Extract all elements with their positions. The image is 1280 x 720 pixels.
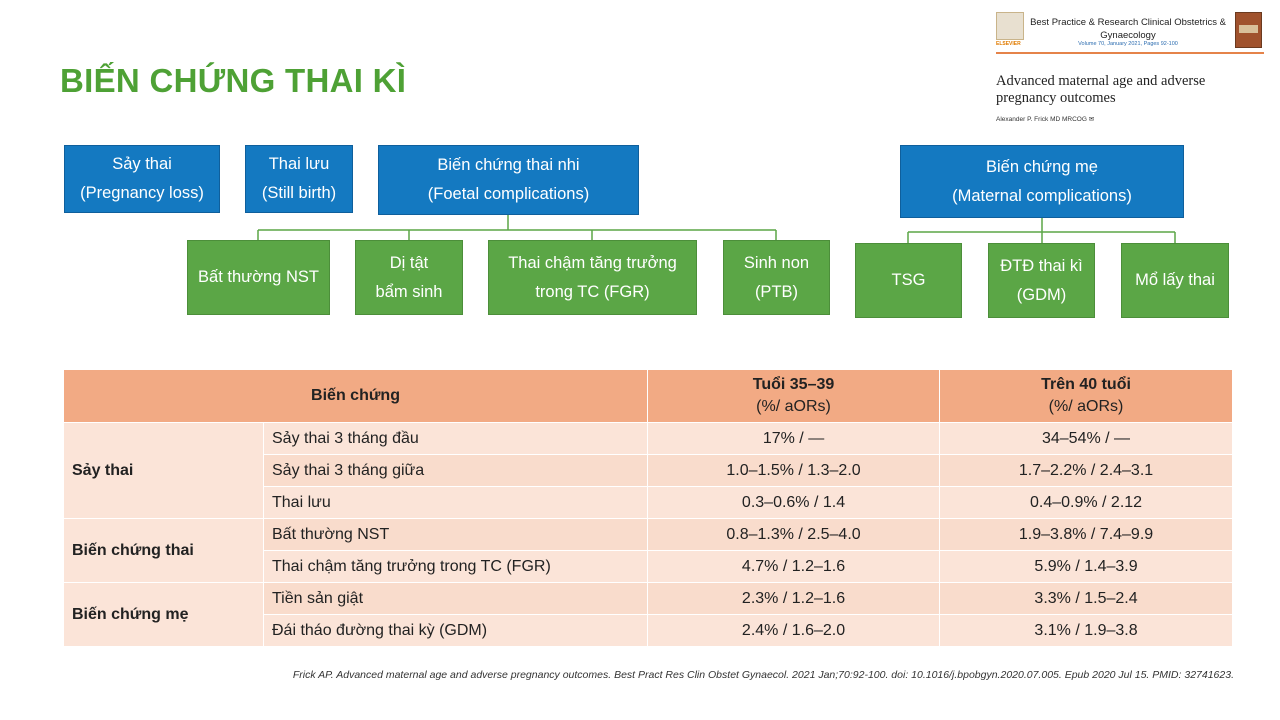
- item-cell: Sảy thai 3 tháng giữa: [264, 455, 648, 487]
- header-text: Trên 40 tuổi: [1041, 376, 1131, 393]
- item-cell: Bất thường NST: [264, 519, 648, 551]
- box-foetal-complications: [378, 145, 639, 215]
- box-tsg: [855, 243, 962, 318]
- box-label: Thai lưu (Still birth): [261, 155, 337, 202]
- value-cell: 0.3–0.6% / 1.4: [648, 487, 940, 519]
- header-text: Tuổi 35–39: [752, 376, 835, 393]
- item-cell: Thai lưu: [264, 487, 648, 519]
- table-row: [64, 423, 1233, 455]
- item-cell: Thai chậm tăng trưởng trong TC (FGR): [264, 551, 648, 583]
- article-title: Advanced maternal age and adverse pregnancy outcomes: [996, 73, 1206, 106]
- box-label: Mổ lấy thai: [1135, 271, 1215, 289]
- journal-volume[interactable]: Volume 70, January 2021, Pages 92-100: [1078, 41, 1178, 47]
- box-label: Sinh non (PTB): [743, 253, 810, 301]
- value-cell: 0.8–1.3% / 2.5–4.0: [648, 519, 940, 551]
- group-cell: Sảy thai: [64, 423, 264, 519]
- box-pregnancy-loss: [64, 145, 220, 213]
- value-cell: 34–54% / —: [940, 423, 1233, 455]
- box-label: Dị tật bẩm sinh: [375, 253, 443, 301]
- box-fgr: [488, 240, 697, 315]
- slide-title: BIẾN CHỨNG THAI KÌ: [60, 62, 407, 99]
- value-cell: 4.7% / 1.2–1.6: [648, 551, 940, 583]
- citation: Frick AP. Advanced maternal age and adverse pregnancy outcomes. Best Pract Res Clin Obstet Gynaecol. 2021 Jan;70:92-100. doi: 10.1016/j.bpobgyn.2020.07.005. Epub 2020 Jul 15. PMID: 32741623.: [292, 669, 1234, 681]
- complications-table: [63, 369, 1233, 647]
- box-label: Biến chứng thai nhi (Foetal complications): [427, 156, 590, 203]
- group-cell: Biến chứng mẹ: [64, 583, 264, 647]
- box-label: ĐTĐ thai kì (GDM): [1000, 256, 1083, 304]
- value-cell: 0.4–0.9% / 2.12: [940, 487, 1233, 519]
- item-cell: Tiền sản giật: [264, 583, 648, 615]
- value-cell: 1.7–2.2% / 2.4–3.1: [940, 455, 1233, 487]
- header-text: Biến chứng: [311, 387, 400, 404]
- journal-name: Best Practice & Research Clinical Obstetrics & Gynaecology: [1030, 17, 1226, 41]
- box-label: Sảy thai (Pregnancy loss): [80, 155, 204, 202]
- header-subtext: (%/ aORs): [756, 398, 831, 415]
- box-label: Bất thường NST: [198, 268, 319, 286]
- table-row: [64, 583, 1233, 615]
- table-header-row: [64, 370, 1233, 423]
- box-caesarean: [1121, 243, 1229, 318]
- header-age-over-40: [940, 370, 1233, 423]
- publisher-logo-text: ELSEVIER: [996, 41, 1021, 47]
- value-cell: 3.3% / 1.5–2.4: [940, 583, 1233, 615]
- box-gdm: [988, 243, 1095, 318]
- box-label: TSG: [891, 271, 926, 289]
- value-cell: 1.9–3.8% / 7.4–9.9: [940, 519, 1233, 551]
- value-cell: 2.4% / 1.6–2.0: [648, 615, 940, 647]
- box-maternal-complications: [900, 145, 1184, 218]
- value-cell: 2.3% / 1.2–1.6: [648, 583, 940, 615]
- journal-header: [996, 12, 1264, 126]
- article-author[interactable]: Alexander P. Frick MD MRCOG ✉: [996, 116, 1095, 123]
- elsevier-logo-icon: [996, 12, 1024, 40]
- value-cell: 3.1% / 1.9–3.8: [940, 615, 1233, 647]
- table-row: [64, 519, 1233, 551]
- box-ptb: [723, 240, 830, 315]
- value-cell: 17% / —: [648, 423, 940, 455]
- item-cell: Sảy thai 3 tháng đầu: [264, 423, 648, 455]
- box-label: Biến chứng mẹ (Maternal complications): [952, 157, 1132, 205]
- journal-divider: [996, 52, 1264, 54]
- box-chromosomal-abnormality: [187, 240, 330, 315]
- value-cell: 5.9% / 1.4–3.9: [940, 551, 1233, 583]
- box-still-birth: [245, 145, 353, 213]
- header-age-35-39: [648, 370, 940, 423]
- group-cell: Biến chứng thai: [64, 519, 264, 583]
- box-congenital-anomaly: [355, 240, 463, 315]
- value-cell: 1.0–1.5% / 1.3–2.0: [648, 455, 940, 487]
- item-cell: Đái tháo đường thai kỳ (GDM): [264, 615, 648, 647]
- box-label: Thai chậm tăng trưởng trong TC (FGR): [508, 253, 677, 301]
- header-complication: [64, 370, 648, 423]
- journal-cover-icon: [1235, 12, 1262, 48]
- header-subtext: (%/ aORs): [1048, 398, 1124, 415]
